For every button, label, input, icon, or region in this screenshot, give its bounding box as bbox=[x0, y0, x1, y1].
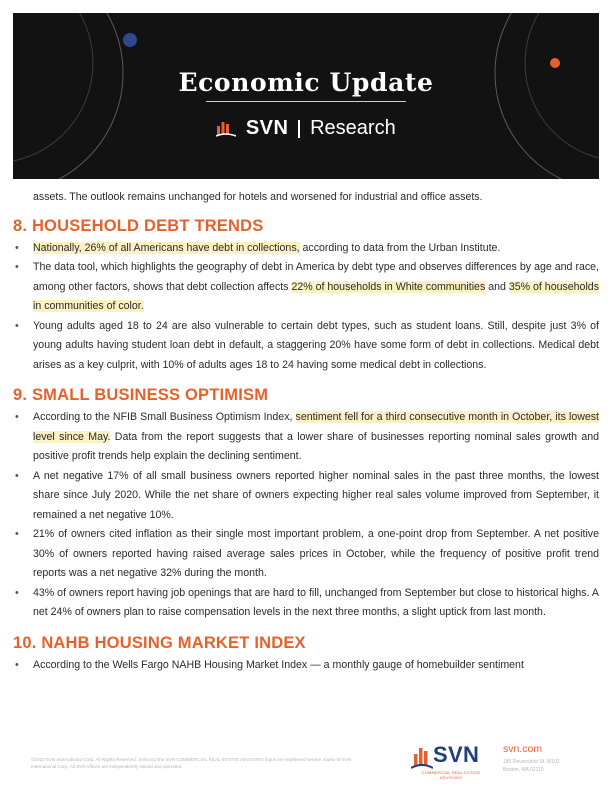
highlighted-text: 35% of households in communities of color. bbox=[33, 280, 599, 312]
bullet-list bbox=[13, 656, 599, 676]
intro-paragraph: assets. The outlook remains unchanged for hotels and worsened for industrial and office assets. bbox=[33, 191, 483, 203]
header-banner bbox=[13, 13, 599, 179]
list-item bbox=[13, 258, 599, 317]
text-segment: according to data from the Urban Institute. bbox=[299, 241, 501, 254]
svn-logo-icon bbox=[411, 744, 433, 770]
article-body bbox=[13, 188, 599, 675]
svn-logo-icon bbox=[216, 120, 236, 138]
brand-logo bbox=[13, 117, 599, 140]
title-divider bbox=[206, 101, 406, 102]
footer-brand-tagline: COMMERCIAL REAL ESTATE ADVISORS bbox=[421, 770, 481, 780]
brand-separator bbox=[298, 120, 300, 138]
text-segment: According to the Wells Fargo NAHB Housing Market Index — a monthly gauge of homebuilder sentiment bbox=[33, 658, 524, 671]
highlighted-text: sentiment fell for a third consecutive month in October, its lowest level since May. bbox=[33, 411, 599, 443]
text-segment: 43% of owners report having job openings that are hard to fill, unchanged from September but close to historical highs. A net 24% of owners plan to raise compensation levels in the next three months, a slight uptick from last month. bbox=[33, 586, 599, 618]
list-item bbox=[13, 317, 599, 376]
section-heading: 8. HOUSEHOLD DEBT TRENDS bbox=[13, 216, 264, 235]
address-line-2: Boston, MA 02110 bbox=[503, 767, 544, 773]
footer-brand-name: SVN bbox=[433, 742, 480, 767]
list-item bbox=[13, 584, 599, 623]
list-item bbox=[13, 656, 599, 676]
bullet-list bbox=[13, 239, 599, 376]
list-item bbox=[13, 467, 599, 526]
highlighted-text: Nationally, 26% of all Americans have debt in collections, bbox=[33, 241, 300, 254]
page-footer bbox=[13, 738, 599, 778]
section-heading: 9. SMALL BUSINESS OPTIMISM bbox=[13, 386, 269, 404]
text-segment: According to the NFIB Small Business Optimism Index, bbox=[33, 411, 296, 423]
text-segment: A net negative 17% of all small business owners reported higher nominal sales in the past three months, the lowest share since July 2020. While the net share of owners expecting higher real sales volume improved from September, it remained a net negative 10%. bbox=[33, 469, 599, 521]
bullet-list bbox=[13, 408, 599, 623]
blue-orb bbox=[123, 33, 137, 47]
text-segment: 21% of owners cited inflation as their single most important problem, a one-point drop from September. A net positive 30% of owners reported having raised average sales prices in October, while the frequency of positive profit trend reports was a net negative 32% during the month. bbox=[33, 528, 599, 579]
website-link[interactable]: svn.com bbox=[503, 743, 543, 755]
text-segment: and bbox=[485, 280, 509, 293]
highlighted-text: 22% of households in White communities bbox=[291, 280, 486, 293]
list-item bbox=[13, 408, 599, 467]
office-address bbox=[503, 758, 559, 774]
page-title: Economic Update bbox=[178, 68, 434, 97]
brand-name: SVN bbox=[245, 117, 289, 140]
section-heading: 10. NAHB HOUSING MARKET INDEX bbox=[13, 633, 306, 652]
address-line-1: 185 Devonshire St. M102 bbox=[503, 759, 560, 765]
brand-division: Research bbox=[310, 117, 396, 140]
legal-notice: ©2023 SVN International Corp. All Rights Reserved. SVN and the SVN COMMERCIAL REAL ESTATE ADVISORS logos are registered service marks of SVN International Corp. All SVN offices are independently owned and operated. bbox=[31, 757, 351, 769]
orange-orb bbox=[550, 58, 560, 68]
text-segment: The data tool, which highlights the geography of debt in America by debt type and observes differences by age and race, among other factors, shows that debt collection affects bbox=[33, 261, 599, 293]
list-item bbox=[13, 239, 599, 259]
list-item bbox=[13, 525, 599, 584]
footer-logo bbox=[411, 742, 491, 780]
text-segment: Young adults aged 18 to 24 are also vulnerable to certain debt types, such as student loans. Still, despite just 3% of young adults having student loan debt in default, a staggering 20% have some form of debt in collections. Medical debt arises as a key culprit, with 10% of adults ages 18 to 24 having some medical debt in collections. bbox=[33, 319, 599, 371]
text-segment: Data from the report suggests that a lower share of businesses reporting nominal sales growth and positive profit trends help explain the declining sentiment. bbox=[33, 430, 599, 462]
